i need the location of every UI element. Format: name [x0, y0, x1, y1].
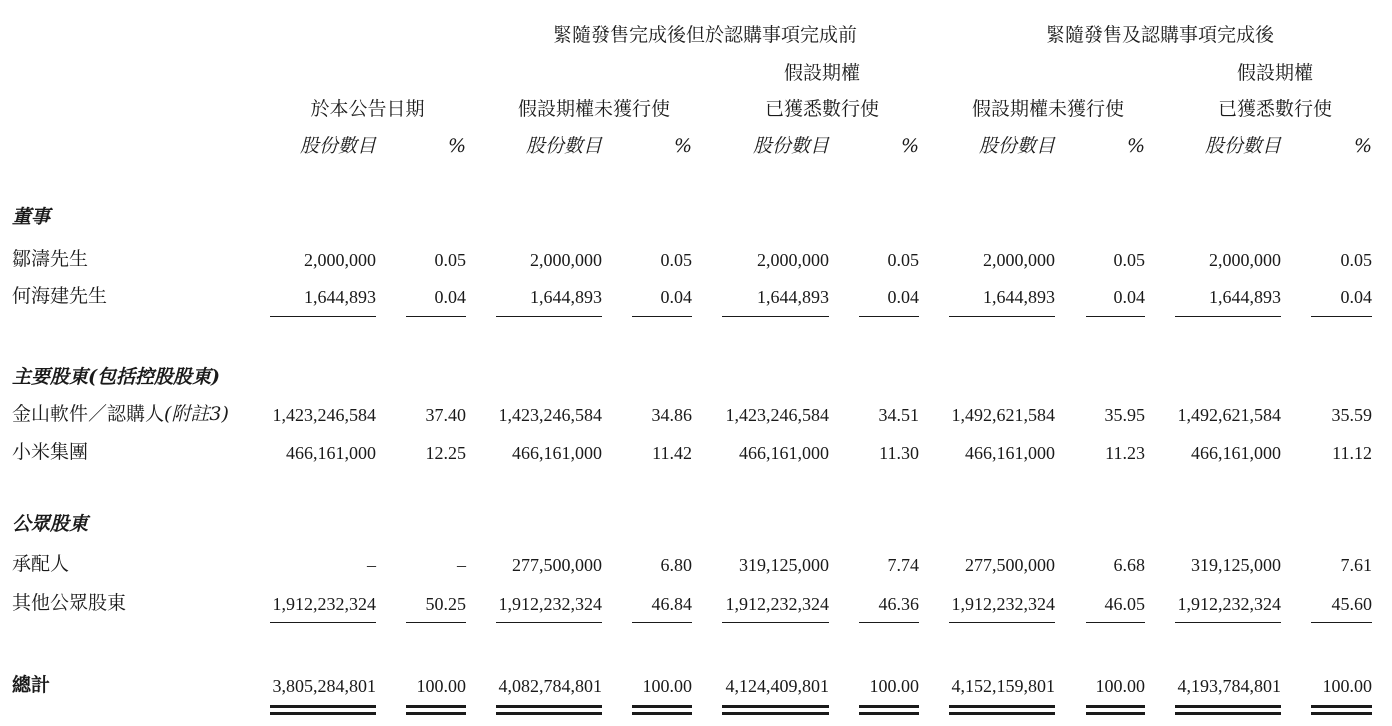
- col-subheader-shares: 股份數目: [1204, 135, 1281, 157]
- cell-percent: 6.68: [1113, 555, 1145, 575]
- total-double-rule-bottom: [1311, 712, 1372, 715]
- subtotal-rule: [1175, 622, 1281, 623]
- total-double-rule-bottom: [270, 712, 376, 715]
- cell-shares: 1,912,232,324: [1177, 594, 1281, 614]
- cell-percent: 7.74: [887, 555, 919, 575]
- total-double-rule-top: [270, 705, 376, 708]
- total-shares: 4,152,159,801: [951, 676, 1055, 696]
- cell-shares: 1,492,621,584: [951, 405, 1055, 425]
- total-shares: 3,805,284,801: [272, 676, 376, 696]
- total-double-rule-bottom: [949, 712, 1055, 715]
- cell-shares: 466,161,000: [1191, 443, 1281, 463]
- col-header-not-exercised-b: 假設期權未獲行使: [971, 98, 1124, 120]
- subtotal-rule: [1175, 316, 1281, 317]
- cell-percent: 6.80: [660, 555, 692, 575]
- total-shares: 4,082,784,801: [498, 676, 602, 696]
- cell-percent: 0.04: [434, 287, 466, 307]
- col-subheader-percent: %: [1353, 135, 1372, 157]
- subtotal-rule: [406, 316, 466, 317]
- cell-percent: 34.51: [878, 405, 919, 425]
- cell-percent: 46.84: [651, 594, 692, 614]
- row-label: [12, 443, 88, 462]
- cell-percent: 0.05: [887, 250, 919, 270]
- total-double-rule-bottom: [406, 712, 466, 715]
- subtotal-rule: [722, 316, 829, 317]
- cell-shares: 1,492,621,584: [1177, 405, 1281, 425]
- subtotal-rule: [949, 316, 1055, 317]
- row-label-text: 小米集團: [12, 441, 89, 463]
- cell-shares: 1,423,246,584: [725, 405, 829, 425]
- col-subheader-shares: 股份數目: [752, 135, 829, 157]
- subtotal-rule: [722, 622, 829, 623]
- cell-shares: 1,644,893: [1209, 287, 1281, 307]
- total-percent: 100.00: [869, 676, 919, 696]
- subtotal-rule: [496, 316, 602, 317]
- total-double-rule-bottom: [496, 712, 602, 715]
- row-label: [12, 287, 107, 306]
- total-double-rule-bottom: [632, 712, 692, 715]
- total-double-rule-top: [859, 705, 919, 708]
- section-title: 董事: [12, 206, 51, 228]
- cell-percent: 0.05: [1340, 250, 1372, 270]
- subtotal-rule: [859, 316, 919, 317]
- col-subheader-percent: %: [900, 135, 919, 157]
- cell-shares: 1,644,893: [757, 287, 829, 307]
- total-double-rule-top: [496, 705, 602, 708]
- cell-shares: 1,912,232,324: [951, 594, 1055, 614]
- total-double-rule-top: [1311, 705, 1372, 708]
- cell-shares: 1,912,232,324: [272, 594, 376, 614]
- cell-percent: 37.40: [425, 405, 466, 425]
- col-header-exercised-line2: 已獲悉數行使: [764, 98, 879, 120]
- total-double-rule-bottom: [1175, 712, 1281, 715]
- cell-percent: 0.05: [1113, 250, 1145, 270]
- cell-percent: 35.59: [1331, 405, 1372, 425]
- row-label: [12, 555, 69, 574]
- row-label: [12, 594, 126, 613]
- cell-percent: 12.25: [425, 443, 466, 463]
- subtotal-rule: [270, 622, 376, 623]
- col-header-not-exercised: 假設期權未獲行使: [517, 98, 670, 120]
- subtotal-rule: [632, 316, 692, 317]
- col-header-exercised-line2-b: 已獲悉數行使: [1217, 98, 1332, 120]
- cell-percent: 7.61: [1340, 555, 1372, 575]
- subtotal-rule: [496, 622, 602, 623]
- col-header-exercised-line1: 假設期權: [783, 62, 860, 84]
- total-double-rule-bottom: [859, 712, 919, 715]
- total-double-rule-bottom: [722, 712, 829, 715]
- cell-percent: 50.25: [425, 594, 466, 614]
- cell-percent: 11.23: [1105, 443, 1145, 463]
- cell-shares: 277,500,000: [965, 555, 1055, 575]
- cell-percent: 0.04: [660, 287, 692, 307]
- row-note: (附註3): [164, 403, 229, 425]
- subtotal-rule: [1311, 622, 1372, 623]
- row-label-text: 承配人: [12, 553, 70, 575]
- row-label-text: 何海建先生: [12, 285, 108, 307]
- subtotal-rule: [1086, 622, 1145, 623]
- subtotal-rule: [406, 622, 466, 623]
- cell-shares: 1,423,246,584: [498, 405, 602, 425]
- total-double-rule-top: [406, 705, 466, 708]
- cell-percent: 11.30: [879, 443, 919, 463]
- row-label-text: 其他公眾股東: [12, 592, 127, 614]
- section-title: 公眾股東: [12, 513, 89, 535]
- group-header-before-subscription: 緊隨發售完成後但於認購事項完成前: [552, 24, 857, 46]
- cell-percent: 35.95: [1104, 405, 1145, 425]
- subtotal-rule: [1311, 316, 1372, 317]
- subtotal-rule: [632, 622, 692, 623]
- total-percent: 100.00: [1095, 676, 1145, 696]
- total-percent: 100.00: [642, 676, 692, 696]
- total-double-rule-top: [1175, 705, 1281, 708]
- total-double-rule-top: [722, 705, 829, 708]
- cell-shares: 1,423,246,584: [272, 405, 376, 425]
- row-label: [12, 250, 88, 269]
- cell-percent: 0.05: [434, 250, 466, 270]
- cell-percent: 46.36: [878, 594, 919, 614]
- subtotal-rule: [859, 622, 919, 623]
- cell-shares: 466,161,000: [286, 443, 376, 463]
- cell-shares: 466,161,000: [739, 443, 829, 463]
- total-double-rule-top: [632, 705, 692, 708]
- cell-shares: 1,644,893: [304, 287, 376, 307]
- cell-percent: 46.05: [1104, 594, 1145, 614]
- col-subheader-shares: 股份數目: [299, 135, 376, 157]
- cell-percent: 0.04: [1340, 287, 1372, 307]
- cell-percent: 45.60: [1331, 594, 1372, 614]
- total-percent: 100.00: [416, 676, 466, 696]
- cell-shares: –: [367, 555, 376, 575]
- total-label: 總計: [12, 674, 51, 696]
- cell-shares: 277,500,000: [512, 555, 602, 575]
- cell-shares: 319,125,000: [1191, 555, 1281, 575]
- cell-percent: 0.04: [1113, 287, 1145, 307]
- section-title: 主要股東(包括控股股東): [12, 366, 220, 388]
- cell-percent: 0.05: [660, 250, 692, 270]
- col-subheader-shares: 股份數目: [978, 135, 1055, 157]
- col-header-announcement-date: 於本公告日期: [310, 98, 425, 120]
- cell-shares: 466,161,000: [512, 443, 602, 463]
- total-double-rule-top: [949, 705, 1055, 708]
- cell-shares: 466,161,000: [965, 443, 1055, 463]
- col-subheader-shares: 股份數目: [525, 135, 602, 157]
- row-label-text: 鄒濤先生: [12, 248, 89, 270]
- col-subheader-percent: %: [1126, 135, 1145, 157]
- total-percent: 100.00: [1322, 676, 1372, 696]
- cell-shares: 2,000,000: [304, 250, 376, 270]
- cell-shares: 1,912,232,324: [725, 594, 829, 614]
- cell-shares: 2,000,000: [530, 250, 602, 270]
- cell-percent: 34.86: [651, 405, 692, 425]
- subtotal-rule: [270, 316, 376, 317]
- total-double-rule-bottom: [1086, 712, 1145, 715]
- cell-percent: 0.04: [887, 287, 919, 307]
- cell-percent: –: [457, 555, 466, 575]
- col-subheader-percent: %: [673, 135, 692, 157]
- cell-shares: 319,125,000: [739, 555, 829, 575]
- group-header-after-subscription: 緊隨發售及認購事項完成後: [1045, 24, 1274, 46]
- subtotal-rule: [949, 622, 1055, 623]
- total-double-rule-top: [1086, 705, 1145, 708]
- cell-shares: 1,644,893: [983, 287, 1055, 307]
- cell-shares: 2,000,000: [983, 250, 1055, 270]
- row-label-text: 金山軟件／認購人: [12, 403, 165, 425]
- col-subheader-percent: %: [447, 135, 466, 157]
- col-header-exercised-line1-b: 假設期權: [1236, 62, 1313, 84]
- total-shares: 4,193,784,801: [1177, 676, 1281, 696]
- cell-percent: 11.42: [652, 443, 692, 463]
- cell-shares: 1,912,232,324: [498, 594, 602, 614]
- total-shares: 4,124,409,801: [725, 676, 829, 696]
- cell-shares: 2,000,000: [1209, 250, 1281, 270]
- cell-shares: 2,000,000: [757, 250, 829, 270]
- subtotal-rule: [1086, 316, 1145, 317]
- cell-percent: 11.12: [1332, 443, 1372, 463]
- cell-shares: 1,644,893: [530, 287, 602, 307]
